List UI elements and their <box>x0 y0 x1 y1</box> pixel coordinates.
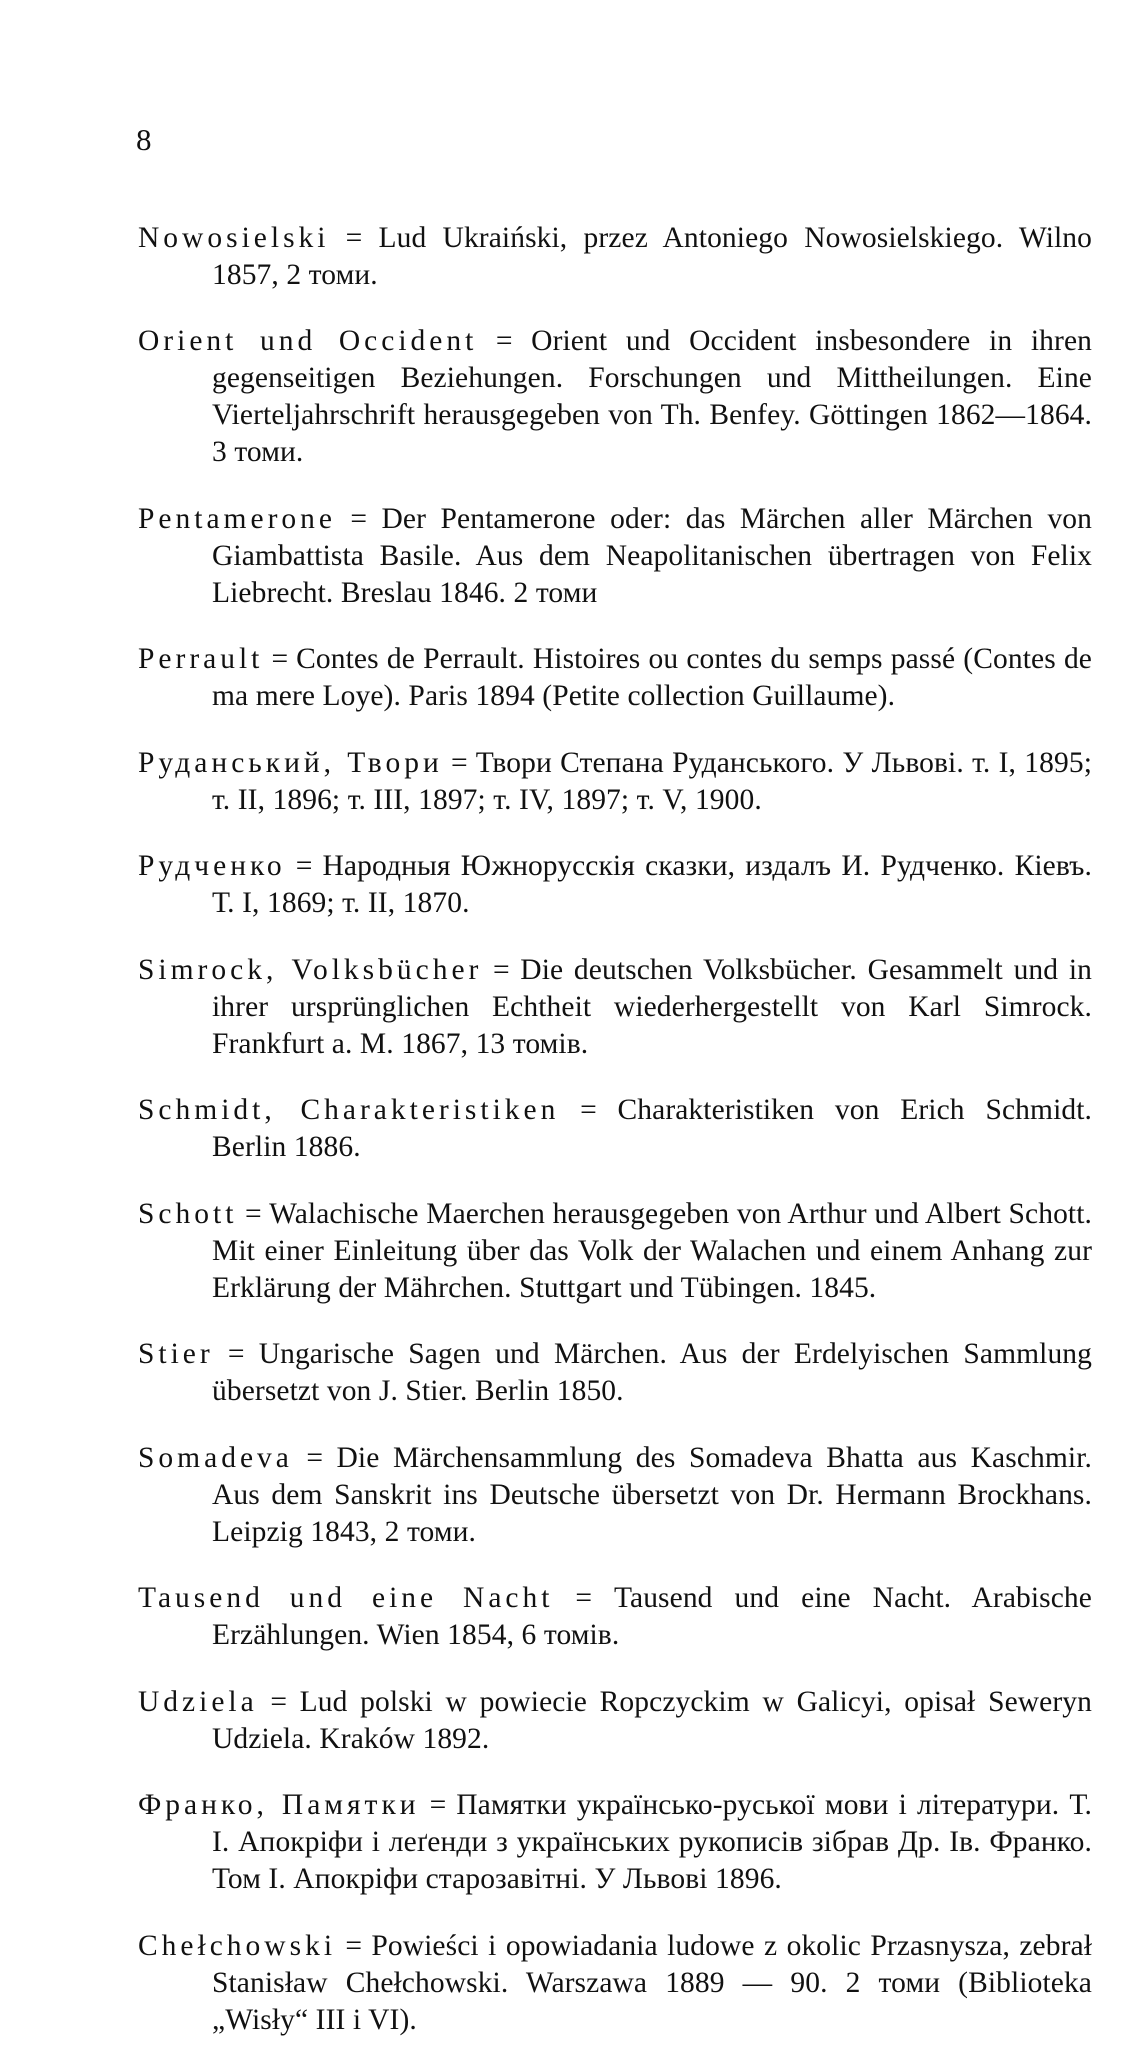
equals-sign: = <box>213 1338 259 1370</box>
entry-key: Руданський, Твори <box>138 746 443 779</box>
entry-key: Udziela <box>138 1685 258 1718</box>
entry-key: Tausend und eine Nacht <box>138 1582 554 1614</box>
equals-sign: = <box>257 1685 300 1718</box>
entry-key: Somadeva <box>138 1441 293 1474</box>
equals-sign: = <box>442 746 476 779</box>
entry-text: Die Märchensammlung des Somadeva Bhatta aus Kaschmir. Aus dem Sanskrit ins Deutsche übersetzt von Dr. Hermann Brockhans. Leipzig 1843, 2 томи. <box>212 1441 1092 1548</box>
bibliography-entry <box>138 1336 1092 1410</box>
entry-text: Lud Ukraiński, przez Antoniego Nowosielskiego. Wilno 1857, 2 томи. <box>212 221 1092 291</box>
equals-sign: = <box>482 953 521 986</box>
bibliography-entry <box>138 323 1092 471</box>
equals-sign: = <box>553 1582 614 1614</box>
bibliography-entry <box>138 501 1092 612</box>
entry-key: Chełchowski <box>138 1929 337 1962</box>
entry-text: Tausend und eine Nacht. Arabische Erzählungen. Wien 1854, 6 томів. <box>212 1582 1092 1651</box>
entry-key: Simrock, Volksbücher <box>138 953 483 986</box>
entry-text: Твори Степана Руданського. У Львові. т. I, 1895; т. II, 1896; т. III, 1897; т. IV, 1897; т. V, 1900. <box>212 746 1092 816</box>
entry-key: Франко, Памятки <box>138 1789 420 1821</box>
entry-key: Orient und Occident <box>138 325 478 357</box>
equals-sign: = <box>336 502 382 535</box>
bibliography-entry <box>138 1787 1092 1898</box>
entry-text: Charakteristiken von Erich Schmidt. Berlin 1886. <box>212 1094 1092 1163</box>
bibliography-entry <box>138 952 1092 1063</box>
entry-key: Stier <box>138 1338 214 1370</box>
entry-text: Der Pentamerone oder: das Märchen aller Märchen von Giambattista Basile. Aus dem Neapolitanischen übertragen von Felix Liebrecht. Breslau 1846. 2 томи <box>212 502 1093 609</box>
bibliography-entry <box>138 1928 1092 2039</box>
entry-text: Powieści i opowiadania ludowe z okolic Przasnysza, zebrał Stanisław Chełchowski. Warszawa 1889 — 90. 2 томи (Biblioteka „Wisły“ III i VI). <box>212 1929 1092 2036</box>
page-number: 8 <box>136 122 152 157</box>
entry-text: Народныя Южнорусскія сказки, издалъ И. Рудченко. Кіевъ. Т. I, 1869; т. II, 1870. <box>212 850 1092 919</box>
entry-text: Lud polski w powiecie Ropczyckim w Galicyi, opisał Seweryn Udziela. Kraków 1892. <box>212 1685 1092 1755</box>
bibliography-entry <box>138 1580 1092 1654</box>
equals-sign: = <box>477 325 532 357</box>
entry-text: Die deutschen Volksbücher. Gesammelt und in ihrer ursprünglichen Echtheit wiederhergestellt von Karl Simrock. Frankfurt a. M. 1867, 13 томів. <box>212 953 1092 1060</box>
equals-sign: = <box>336 1929 372 1962</box>
entry-text: Orient und Occident insbesondere in ihren gegenseitigen Beziehungen. Forschungen und Mittheilungen. Eine Vierteljahrschrift herausgegeben von Th. Benfey. Göttingen 1862—1864. 3 томи. <box>212 325 1092 468</box>
bibliography-entry <box>138 1092 1092 1166</box>
entry-text: Ungarische Sagen und Märchen. Aus der Erdelyischen Sammlung übersetzt von J. Stier. Berlin 1850. <box>212 1338 1093 1407</box>
equals-sign: = <box>237 1197 270 1230</box>
entry-key: Pentamerone <box>138 502 336 535</box>
entry-key: Schott <box>138 1197 238 1230</box>
entry-text: Walachische Maerchen herausgegeben von Arthur und Albert Schott. Mit einer Einleitung über das Volk der Walachen und einem Anhang zur Erklärung der Mährchen. Stuttgart und Tübingen. 1845. <box>212 1197 1092 1304</box>
equals-sign: = <box>329 221 379 254</box>
bibliography-entry <box>138 641 1092 715</box>
equals-sign: = <box>285 850 323 882</box>
equals-sign: = <box>292 1441 337 1474</box>
bibliography-entry <box>138 1196 1092 1307</box>
equals-sign: = <box>559 1094 618 1126</box>
entry-key: Schmidt, Charakteristiken <box>138 1094 560 1126</box>
bibliography-entry <box>138 848 1092 922</box>
bibliography-entry <box>138 745 1092 819</box>
equals-sign: = <box>419 1789 457 1821</box>
bibliography-list <box>138 190 1092 2047</box>
entry-text: Contes de Perrault. Histoires ou contes du semps passé (Contes de ma mere Loye). Paris 1894 (Petite collection Guillaume). <box>212 643 1092 712</box>
entry-key: Nowosielski <box>138 221 330 254</box>
equals-sign: = <box>263 643 297 675</box>
bibliography-entry <box>138 1684 1092 1758</box>
entry-key: Perrault <box>138 643 264 675</box>
entry-key: Рудченко <box>138 850 286 882</box>
bibliography-entry <box>138 220 1092 294</box>
entry-text: Памятки українсько-руської мови і літератури. Т. I. Апокріфи і леґенди з українських рукописів зібрав Др. Ів. Франко. Том I. Апокріфи старозавітні. У Львові 1896. <box>212 1789 1093 1895</box>
bibliography-entry <box>138 1440 1092 1551</box>
